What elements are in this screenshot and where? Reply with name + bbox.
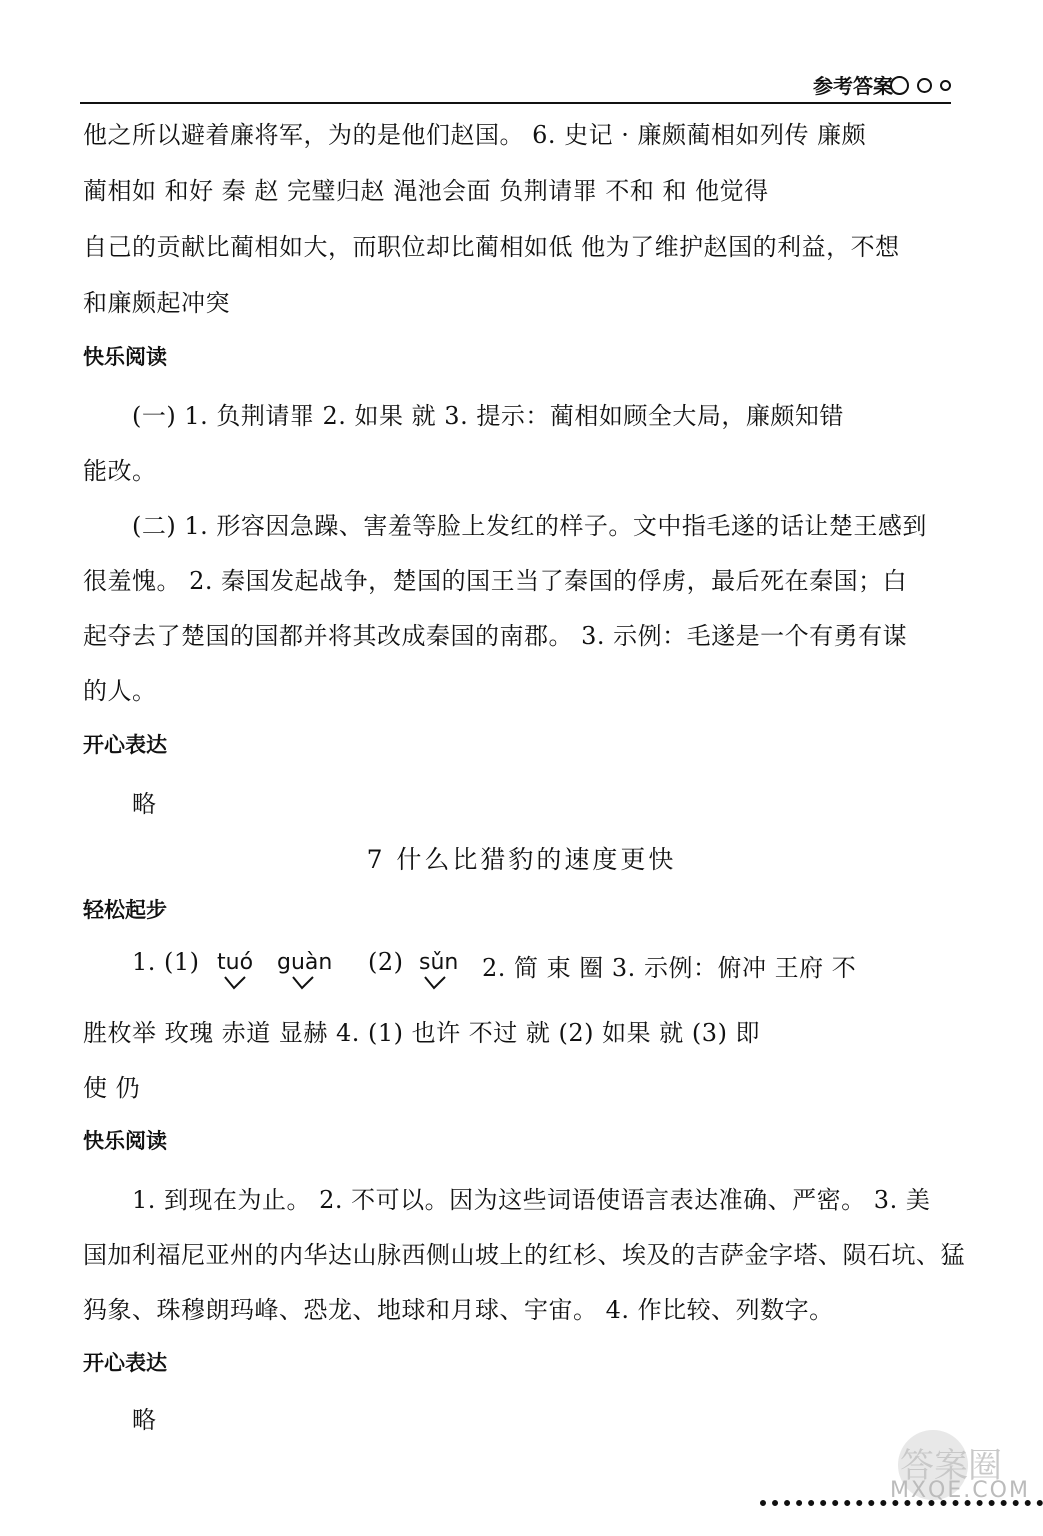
section-heading: 轻松起步 [83, 898, 167, 922]
check-mark-icon [292, 976, 314, 990]
text-line: 国加利福尼亚州的内华达山脉西侧山坡上的红杉、埃及的吉萨金字塔、陨石坑、猛 [83, 1241, 965, 1269]
text-line: 犸象、珠穆朗玛峰、恐龙、地球和月球、宇宙。 4. 作比较、列数字。 [83, 1296, 834, 1324]
text-line: (二) 1. 形容因急躁、害羞等脸上发红的样子。文中指毛遂的话让楚王感到 [132, 512, 927, 540]
text-line: 2. 简 束 圈 3. 示例：俯冲 王府 不 [482, 954, 857, 982]
text-line: 起夺去了楚国的国都并将其改成秦国的南郡。 3. 示例：毛遂是一个有勇有谋 [83, 622, 908, 650]
check-mark-icon [424, 976, 446, 990]
text-line: 略 [132, 790, 157, 818]
text-line: 能改。 [83, 457, 157, 485]
text-line: 1. 到现在为止。 2. 不可以。因为这些词语使语言表达准确、严密。 3. 美 [132, 1186, 931, 1214]
header-divider [80, 102, 951, 104]
text-line: 和廉颇起冲突 [83, 289, 230, 317]
header-decoration-icon [890, 76, 951, 95]
text-line: 略 [132, 1406, 157, 1434]
check-mark-icon [224, 976, 246, 990]
lesson-title: 7 什么比猎豹的速度更快 [366, 845, 677, 874]
pinyin: sǔn [419, 950, 459, 975]
watermark-cn: 答案圈 [900, 1446, 1002, 1486]
text-line: 很羞愧。 2. 秦国发起战争，楚国的国王当了秦国的俘虏，最后死在秦国；白 [83, 567, 908, 595]
text-line: 自己的贡献比蔺相如大，而职位却比蔺相如低 他为了维护赵国的利益，不想 [83, 233, 900, 261]
text-line: 使 仍 [83, 1074, 141, 1102]
section-heading: 开心表达 [83, 733, 167, 757]
text-line: (2) [368, 948, 404, 976]
text-line: 他之所以避着廉将军，为的是他们赵国。 6. 史记 · 廉颇蔺相如列传 廉颇 [83, 121, 867, 149]
watermark: MXQE.COM [890, 1478, 1030, 1503]
text-line: 1. (1) [132, 948, 200, 976]
text-line: 胜枚举 玫瑰 赤道 显赫 4. (1) 也许 不过 就 (2) 如果 就 (3) 即 [83, 1019, 761, 1047]
pinyin: guàn [277, 950, 333, 975]
pinyin: tuó [217, 950, 254, 975]
section-heading: 快乐阅读 [83, 345, 167, 369]
section-heading: 开心表达 [83, 1351, 167, 1375]
text-line: 蔺相如 和好 秦 赵 完璧归赵 渑池会面 负荆请罪 不和 和 他觉得 [83, 177, 769, 205]
running-header: 参考答案 [813, 74, 893, 98]
text-line: (一) 1. 负荆请罪 2. 如果 就 3. 提示：蔺相如顾全大局，廉颇知错 [132, 402, 844, 430]
text-line: 的人。 [83, 677, 157, 705]
section-heading: 快乐阅读 [83, 1129, 167, 1153]
